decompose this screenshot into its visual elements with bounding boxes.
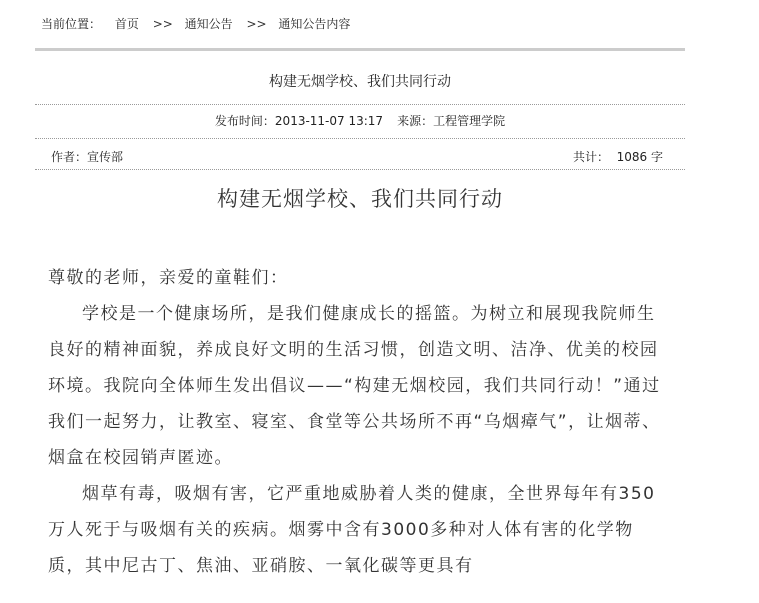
publish-time-label: 发布时间： [214,114,275,128]
word-count-label: 共计： [572,150,609,164]
author-info [51,148,123,166]
dotted-divider [35,104,685,105]
source-label: 来源： [397,114,434,128]
breadcrumb-separator: >> [152,17,173,31]
content-title: 构建无烟学校、我们共同行动 [217,187,503,211]
author-label: 作者： [51,150,88,164]
word-count-unit: 字 [650,150,663,164]
greeting: 尊敬的老师，亲爱的童鞋们： [48,268,289,288]
dotted-divider [35,138,685,139]
breadcrumb-label: 当前位置： [41,17,102,31]
paragraph: 学校是一个健康场所，是我们健康成长的摇篮。为树立和展现我院师生良好的精神面貌，养成良好文明的生活习惯，创造文明、洁净、优美的校园环境。我院向全体师生发出倡议——“构建无烟校园，我们共同行动！”通过我们一起努力，让教室、寝室、食堂等公共场所不再“乌烟瘴气”，让烟蒂、烟盒在校园销声匿迹。 [48,304,661,468]
word-count-value: 1086 [616,150,648,164]
header-divider [35,48,685,51]
publish-time: 2013-11-07 13:17 [274,114,384,128]
paragraph: 烟草有毒，吸烟有害，它严重地威胁着人类的健康，全世界每年有350万人死于与吸烟有关的疾病。烟雾中含有3000多种对人体有害的化学物质，其中尼古丁、焦油、亚硝胺、一氧化碳等更具有 [48,484,656,576]
article-body [48,260,668,584]
breadcrumb-item-notices[interactable]: 通知公告 [184,17,233,31]
breadcrumb-item-notice-content[interactable]: 通知公告内容 [278,17,351,31]
author: 宣传部 [87,150,124,164]
word-count [573,148,663,166]
breadcrumb-separator: >> [246,17,267,31]
breadcrumb [41,15,360,33]
source: 工程管理学院 [433,114,506,128]
dotted-divider [35,169,685,170]
article-header-title: 构建无烟学校、我们共同行动 [269,74,451,90]
author-row [51,148,663,166]
article-meta [35,112,685,130]
breadcrumb-item-home[interactable]: 首页 [114,17,139,31]
